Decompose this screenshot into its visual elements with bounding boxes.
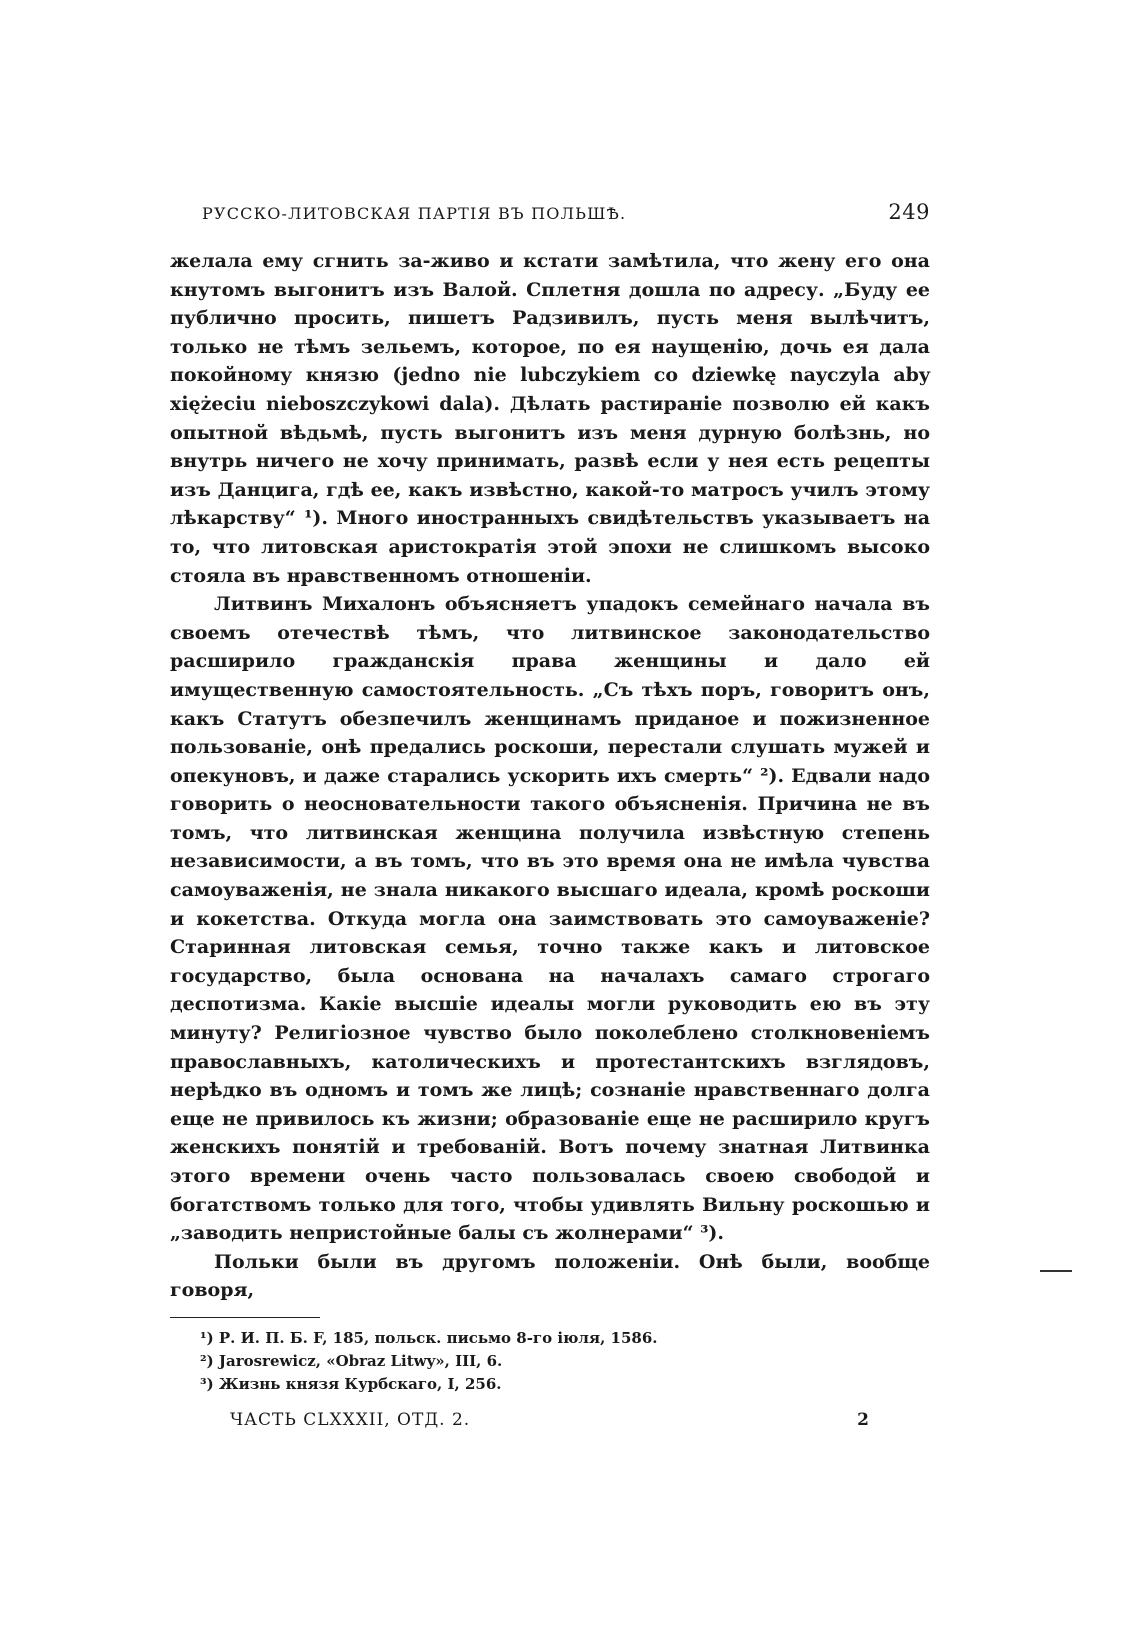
- signature-text: ЧАСТЬ CLXXXII, ОТД. 2.: [230, 1410, 471, 1430]
- footnote: ³) Жизнь князя Курбскаго, I, 256.: [200, 1375, 502, 1393]
- running-title: РУССКО-ЛИТОВСКАЯ ПАРТІЯ ВЪ ПОЛЬШѢ.: [202, 204, 627, 223]
- running-header: [170, 200, 930, 230]
- footnote: ²) Jarosrewicz, «Obraz Litwy», III, 6.: [200, 1352, 503, 1370]
- printer-signature: [230, 1410, 870, 1440]
- body-text: [170, 247, 930, 1305]
- paragraph: Литвинъ Михалонъ объясняетъ упадокъ семейнаго начала въ своемъ отечествѣ тѣмъ, что литвинское законодательство расширило гражданскія права женщины и дало ей имущественную самостоятельность. „Съ тѣхъ поръ, говоритъ онъ, какъ Статутъ обезпечилъ женщинамъ приданое и пожизненное пользованіе, онѣ предались роскоши, перестали слушать мужей и опекуновъ, и даже старались ускорить ихъ смерть“ ²). Едвали надо говорить о неосновательности такого объясненія. Причина не въ томъ, что литвинская женщина получила извѣстную степень независимости, а въ томъ, что въ это время она не имѣла чувства самоуваженія, не знала никакого высшаго идеала, кромѣ роскоши и кокетства. Откуда могла она заимствовать это самоуваженіе? Старинная литовская семья, точно также какъ и литовское государство, была основана на началахъ самаго строгаго деспотизма. Какіе высшіе идеалы могли руководить ею въ эту минуту? Религіозное чувство было поколеблено столкновеніемъ православныхъ, католическихъ и протестантскихъ взглядовъ, нерѣдко въ одномъ и томъ же лицѣ; сознаніе нравственнаго долга еще не привилось къ жизни; образованіе еще не расширило кругъ женскихъ понятій и требованій. Вотъ почему знатная Литвинка этого времени очень часто пользовалась своею свободой и богатствомъ только для того, чтобы удивлять Вильну роскошью и „заводить непристойные балы съ жолнерами“ ³).: [170, 593, 930, 1245]
- margin-mark: [1040, 1270, 1072, 1272]
- page-number: 249: [888, 200, 930, 224]
- footnote-divider: [170, 1317, 320, 1318]
- footnotes: [200, 1327, 900, 1396]
- paragraph: желала ему сгнить за-живо и кстати замѣтила, что жену его она кнутомъ выгонитъ изъ Валой. Сплетня дошла по адресу. „Буду ее публично просить, пишетъ Радзивилъ, пусть меня вылѣчитъ, только не тѣмъ зельемъ, которое, по ея наущенію, дочь ея дала покойному князю (jedno nie lubczykiem co dziewkę nayczyla aby xiężeciu nieboszczykowi dala). Дѣлать растираніе позволю ей какъ опытной вѣдьмѣ, пусть выгонитъ изъ меня дурную болѣзнь, но внутрь ничего не хочу принимать, развѣ если у нея есть рецепты изъ Данцига, гдѣ ее, какъ извѣстно, какой-то матросъ училъ этому лѣкарству“ ¹). Много иностранныхъ свидѣтельствъ указываетъ на то, что литовская аристократія этой эпохи не слишкомъ высоко стояла въ нравственномъ отношеніи.: [170, 250, 930, 587]
- footnote: ¹) Р. И. П. Б. F, 185, польск. письмо 8-го іюля, 1586.: [200, 1329, 658, 1347]
- paragraph: Польки были въ другомъ положеніи. Онѣ были, вообще говоря,: [170, 1250, 930, 1302]
- sheet-number: 2: [857, 1410, 870, 1430]
